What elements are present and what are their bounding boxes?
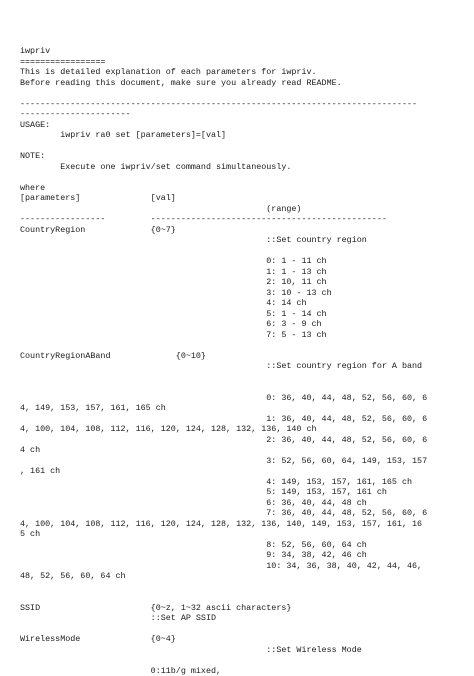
text-line: 4, 149, 153, 157, 161, 165 ch — [20, 403, 166, 413]
text-line: 6: 36, 40, 44, 48 ch — [20, 497, 367, 508]
text-line: 8: 52, 56, 60, 64 ch — [20, 539, 367, 550]
text-line: 6: 3 - 9 ch — [20, 319, 322, 329]
text-line: ----------------- ----------------------------------------------- — [20, 214, 387, 224]
text-line: SSID {0~z, 1~32 ascii characters} — [20, 602, 292, 613]
text-line: ::Set Wireless Mode — [20, 644, 362, 655]
text-line: 3: 52, 56, 60, 64, 149, 153, 157 — [20, 455, 428, 466]
text-line: 7: 36, 40, 44, 48, 52, 56, 60, 6 — [20, 508, 428, 518]
text-line: 4: 149, 153, 157, 161, 165 ch — [20, 476, 413, 487]
text-line: ------------------------------------------------------------------------------- — [20, 98, 418, 109]
text-line: 0: 1 - 11 ch — [20, 256, 327, 266]
text-line: ::Set country region for A band — [20, 361, 423, 371]
text-line: 5: 1 - 14 ch — [20, 308, 327, 319]
text-line: CountryRegionABand {0~10} — [20, 350, 206, 361]
text-line: Before reading this document, make sure you already read README. — [20, 77, 342, 88]
text-line: iwpriv — [20, 46, 51, 56]
text-line: iwpriv ra0 set [parameters]=[val] — [20, 130, 227, 140]
text-line: 2: 10, 11 ch — [20, 277, 327, 287]
text-line: 0: 36, 40, 44, 48, 52, 56, 60, 6 — [20, 392, 428, 403]
text-line: , 161 ch — [20, 466, 61, 476]
text-line: where — [20, 182, 46, 193]
text-line: 5 ch — [20, 529, 41, 539]
text-line: This is detailed explanation of each parameters for iwpriv. — [20, 67, 317, 77]
text-line: ::Set country region — [20, 235, 367, 245]
text-line: 9: 34, 38, 42, 46 ch — [20, 550, 367, 560]
text-line: 4 ch — [20, 445, 41, 455]
text-line: ---------------------- — [20, 109, 131, 119]
text-line: 1: 36, 40, 44, 48, 52, 56, 60, 6 — [20, 413, 428, 424]
text-line: 48, 52, 56, 60, 64 ch — [20, 571, 126, 581]
text-line: 5: 149, 153, 157, 161 ch — [20, 487, 387, 497]
text-line: 7: 5 - 13 ch — [20, 329, 327, 340]
text-line: 10: 34, 36, 38, 40, 42, 44, 46, — [20, 560, 423, 571]
text-line: 0:11b/g mixed, — [20, 665, 222, 676]
text-line: NOTE: — [20, 151, 46, 161]
text-line: WirelessMode {0~4} — [20, 634, 176, 644]
text-line: CountryRegion {0~7} — [20, 224, 176, 235]
document-text — [20, 46, 460, 676]
text-line: 4: 14 ch — [20, 298, 307, 308]
text-line: (range) — [20, 203, 302, 214]
text-line: USAGE: — [20, 119, 51, 130]
text-line: 4, 100, 104, 108, 112, 116, 120, 124, 128, 132, 136, 140, 149, 153, 157, 161, 16 — [20, 518, 423, 529]
text-line: ================= — [20, 56, 106, 67]
text-line: Execute one iwpriv/set command simultaneously. — [20, 161, 292, 172]
text-line: 1: 1 - 13 ch — [20, 266, 327, 277]
text-line: 2: 36, 40, 44, 48, 52, 56, 60, 6 — [20, 434, 428, 445]
text-line: [parameters] [val] — [20, 193, 176, 203]
text-line: 3: 10 - 13 ch — [20, 287, 332, 298]
text-line: ::Set AP SSID — [20, 613, 217, 623]
text-line: 4, 100, 104, 108, 112, 116, 120, 124, 128, 132, 136, 140 ch — [20, 424, 317, 434]
